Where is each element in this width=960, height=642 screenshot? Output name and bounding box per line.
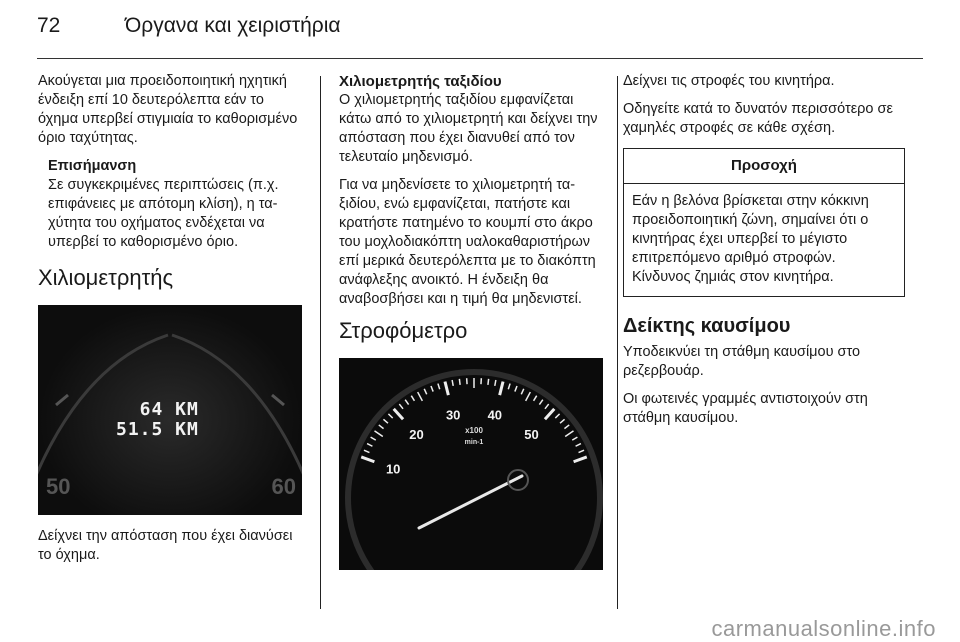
tachometer-heading: Στροφόμετρο <box>339 318 468 343</box>
tachometer-tick <box>424 389 426 394</box>
tachometer-tick <box>375 431 383 437</box>
column-divider-1 <box>320 76 321 609</box>
column-3 <box>623 72 905 437</box>
tachometer-label-30: 30 <box>445 407 461 423</box>
tachometer-label-50: 50 <box>524 427 539 443</box>
odometer-image <box>38 305 302 515</box>
caution-box <box>623 148 905 297</box>
tachometer-tick <box>399 404 403 409</box>
tachometer-tick <box>555 414 559 418</box>
tachometer-tick <box>488 379 489 385</box>
tachometer-label-10: 10 <box>385 461 401 477</box>
tachometer-tick <box>564 425 569 429</box>
tachometer-tick <box>500 382 503 396</box>
tachometer-tick <box>545 409 554 419</box>
odometer-display <box>116 400 199 440</box>
odometer-caption: Δείχνει την απόσταση που έχει διανύσει το όχημα. <box>38 528 293 563</box>
note-text: Σε συγκεκριμένες περιπτώσεις (π.χ. επιφάνειες με απότομη κλίση), η ταχύτητα του οχήματος ενδέχεται να υπερβεί το καθορισμένο όριο. <box>48 177 279 250</box>
page-header <box>37 14 341 38</box>
chapter-title: Όργανα και χειριστήρια <box>125 14 341 37</box>
tachometer-tick <box>579 450 585 452</box>
tachometer-tick <box>459 379 460 385</box>
column-2 <box>339 72 605 570</box>
trip-odometer-text-2: Για να μηδενίσετε το χιλιομετρητή ταξιδίου, ενώ εμφανίζεται, πατήστε και κρατήστε πατημένο το κουμπί στο άκρο του μοχλοδιακόπτη υαλοκαθαριστήρων επί μερικά δευτερόλεπτα με το διακόπτη ανάφλεξης ανοικτό. Η ένδειξη θα αναβοσβήσει και η τιμή θα μηδενιστεί. <box>339 177 596 307</box>
tachometer-tick <box>560 419 565 423</box>
tachometer-tick <box>361 457 374 462</box>
tachometer-dial <box>339 358 603 570</box>
tachometer-unit-2: min-1 <box>464 439 484 446</box>
tachometer-tick <box>576 444 581 447</box>
header-rule <box>37 58 923 59</box>
tachometer-tick <box>508 384 510 390</box>
tachometer-label-20: 20 <box>409 427 424 443</box>
tachometer-tick <box>388 414 392 418</box>
fuel-gauge-heading: Δείκτης καυσίμου <box>623 315 791 337</box>
column-1 <box>38 72 308 574</box>
tachometer-tick <box>438 384 440 390</box>
tachometer-tick <box>379 425 384 429</box>
tachometer-tick <box>545 404 549 409</box>
fuel-gauge-text-2: Οι φωτεινές γραμμές αντιστοιχούν στη στάθμη καυσίμου. <box>623 391 868 426</box>
tachometer-tick <box>418 392 423 401</box>
trip-odometer-text-1: Ο χιλιομετρητής ταξιδίου εμφανίζεται κάτω από το χιλιομετρητή και δείχνει την απόσταση που έχει διανυθεί από τον τελευταίο μηδενισμό. <box>339 92 598 165</box>
fuel-gauge-text-1: Υποδεικνύει τη στάθμη καυσίμου στο ρεζερβουάρ. <box>623 344 861 379</box>
tachometer-tick <box>574 457 587 462</box>
tachometer-tick <box>521 389 523 394</box>
caution-text: Εάν η βελόνα βρίσκεται στην κόκκινη προειδοποιητική ζώνη, σημαίνει ότι ο κινητήρας έχει υπερβεί το μέγιστο επιτρεπόμενο αριθμό στροφών. Κίνδυνος ζημιάς στον κινητήρα. <box>632 193 869 285</box>
odometer-ghost-left: 50 <box>46 474 71 499</box>
tachometer-tick <box>364 450 370 452</box>
tachometer-unit-1: x100 <box>465 426 483 435</box>
tachometer-tick <box>431 386 433 392</box>
low-rpm-advice: Οδηγείτε κατά το δυνατόν περισσότερο σε χαμηλές στροφές σε κάθε σχέση. <box>623 101 893 136</box>
odometer-heading: Χιλιομετρητής <box>38 265 174 290</box>
tachometer-tick <box>534 396 537 401</box>
tachometer-tick <box>526 392 531 401</box>
speed-warning-text: Ακούγεται μια προειδοποιητική ηχητική ένδειξη επί 10 δευτερόλεπτα εάν το όχημα υπερβεί στιγμιαία το καθορισμένο όριο ταχύτητας. <box>38 73 298 146</box>
trip-odometer-heading: Χιλιομετρητής ταξιδίου <box>339 73 502 90</box>
site-watermark: carmanualsonline.info <box>711 616 936 641</box>
tachometer-label-40: 40 <box>487 407 503 423</box>
tachometer-tick <box>411 396 414 401</box>
tachometer-description: Δείχνει τις στροφές του κινητήρα. <box>623 73 835 89</box>
tachometer-tick <box>371 437 376 440</box>
note-title: Επισήμανση <box>48 158 137 174</box>
tachometer-tick <box>383 419 388 423</box>
tachometer-tick <box>394 409 403 419</box>
note-box <box>48 157 308 252</box>
odometer-total: 64 KM <box>139 399 199 420</box>
tachometer-tick <box>539 400 542 405</box>
odometer-ghost-right: 60 <box>271 474 296 499</box>
tachometer-tick <box>367 444 372 447</box>
tachometer-tick <box>495 380 496 386</box>
tachometer-image <box>339 358 603 570</box>
tachometer-tick <box>572 437 577 440</box>
tachometer-tick <box>565 431 573 437</box>
page-number: 72 <box>37 14 61 37</box>
tachometer-tick <box>452 380 453 386</box>
tachometer-tick <box>445 382 448 396</box>
tachometer-needle <box>419 476 522 528</box>
odometer-trip: 51.5 KM <box>116 419 199 440</box>
tachometer-tick <box>405 400 408 405</box>
column-divider-2 <box>617 76 618 609</box>
caution-title: Προσοχή <box>624 149 904 184</box>
tachometer-tick <box>515 386 517 392</box>
